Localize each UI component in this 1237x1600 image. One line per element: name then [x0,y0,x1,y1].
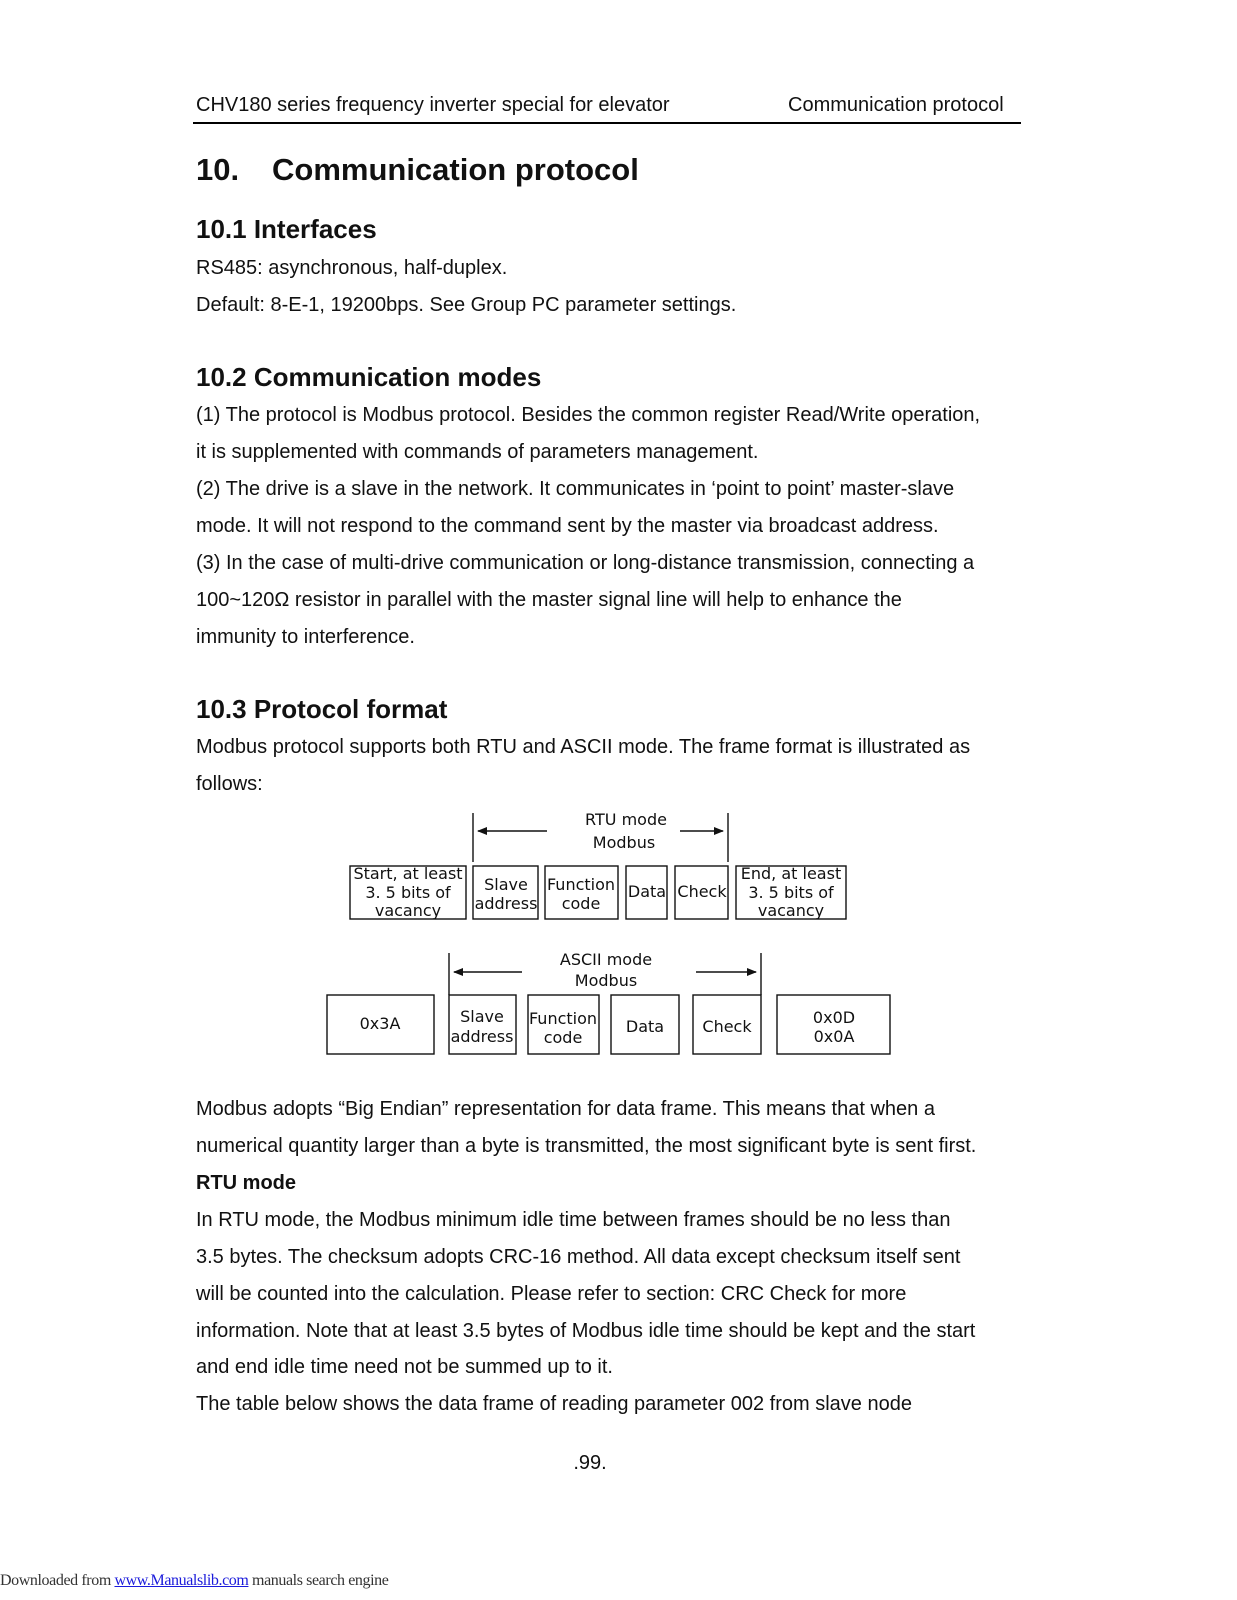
ascii-end-text: 0x0A [813,1027,855,1046]
subheading-rtu-mode: RTU mode [196,1172,296,1194]
rtu-data-text: Data [627,882,667,901]
paragraph-line: immunity to interference. [196,626,415,648]
paragraph-line: numerical quantity larger than a byte is transmitted, the most significant byte is sent first. [196,1135,977,1157]
rtu-end-text: vacancy [757,901,825,920]
rtu-check-text: Check [677,882,727,901]
footer-suffix: manuals search engine [248,1572,389,1589]
ascii-function-text: Function [528,1009,598,1028]
paragraph-line: The table below shows the data frame of reading parameter 002 from slave node [196,1393,912,1415]
rtu-start-text: 3. 5 bits of [365,883,451,902]
rtu-end-text: End, at least [740,864,842,883]
paragraph-line: In RTU mode, the Modbus minimum idle time between frames should be no less than [196,1209,951,1231]
rtu-function-text: code [561,894,601,913]
ascii-modbus-label: Modbus [574,971,638,990]
ascii-data-text: Data [625,1017,665,1036]
chapter-number: 10. [196,152,240,187]
section-heading-protocol-format: 10.3 Protocol format [196,694,448,724]
paragraph-line: 3.5 bytes. The checksum adopts CRC-16 method. All data except checksum itself sent [196,1246,961,1268]
paragraph-line: Modbus adopts “Big Endian” representation for data frame. This means that when a [196,1098,935,1120]
rtu-mode-label: RTU mode [585,810,667,829]
paragraph-line: RS485: asynchronous, half-duplex. [196,257,508,279]
paragraph-line: 100~120Ω resistor in parallel with the master signal line will help to enhance the [196,589,902,611]
ascii-end-text: 0x0D [812,1008,856,1027]
paragraph-line: it is supplemented with commands of parameters management. [196,441,759,463]
ascii-start-text: 0x3A [359,1014,401,1033]
page-number: .99. [573,1452,607,1474]
rtu-end-text: 3. 5 bits of [748,883,834,902]
rtu-slave-text: address [474,894,538,913]
rtu-start-text: vacancy [374,901,442,920]
running-header-title: CHV180 series frequency inverter special for elevator [196,94,670,116]
ascii-function-text: code [543,1028,583,1047]
paragraph-line: follows: [196,773,263,795]
ascii-check-text: Check [702,1017,752,1036]
rtu-slave-text: Slave [484,875,528,894]
manualslib-link[interactable]: www.Manualslib.com [114,1572,249,1589]
paragraph-line: (1) The protocol is Modbus protocol. Besides the common register Read/Write operation, [196,404,981,426]
section-heading-communication-modes: 10.2 Communication modes [196,362,542,392]
paragraph-line: information. Note that at least 3.5 bytes of Modbus idle time should be kept and the start [196,1320,976,1342]
rtu-frame [350,810,846,920]
rtu-start-text: Start, at least [353,864,463,883]
download-footer [0,1572,388,1590]
paragraph-line: Modbus protocol supports both RTU and ASCII mode. The frame format is illustrated as [196,736,971,758]
paragraph-line: (2) The drive is a slave in the network. It communicates in ‘point to point’ master-slave [196,478,955,500]
section-heading-interfaces: 10.1 Interfaces [196,214,377,244]
paragraph-line: and end idle time need not be summed up to it. [196,1356,613,1378]
ascii-frame [327,950,890,1054]
chapter-title: Communication protocol [272,152,639,187]
paragraph-line: (3) In the case of multi-drive communication or long-distance transmission, connecting a [196,552,975,574]
ascii-slave-text: Slave [460,1007,504,1026]
paragraph-line: mode. It will not respond to the command sent by the master via broadcast address. [196,515,939,537]
ascii-mode-label: ASCII mode [559,950,653,969]
ascii-slave-text: address [450,1027,514,1046]
paragraph-line: will be counted into the calculation. Please refer to section: CRC Check for more [196,1283,907,1305]
running-header-section: Communication protocol [788,94,1004,116]
footer-prefix: Downloaded from [0,1572,115,1589]
rtu-function-text: Function [546,875,616,894]
paragraph-line: Default: 8-E-1, 19200bps. See Group PC parameter settings. [196,294,737,316]
rtu-modbus-label: Modbus [592,833,656,852]
